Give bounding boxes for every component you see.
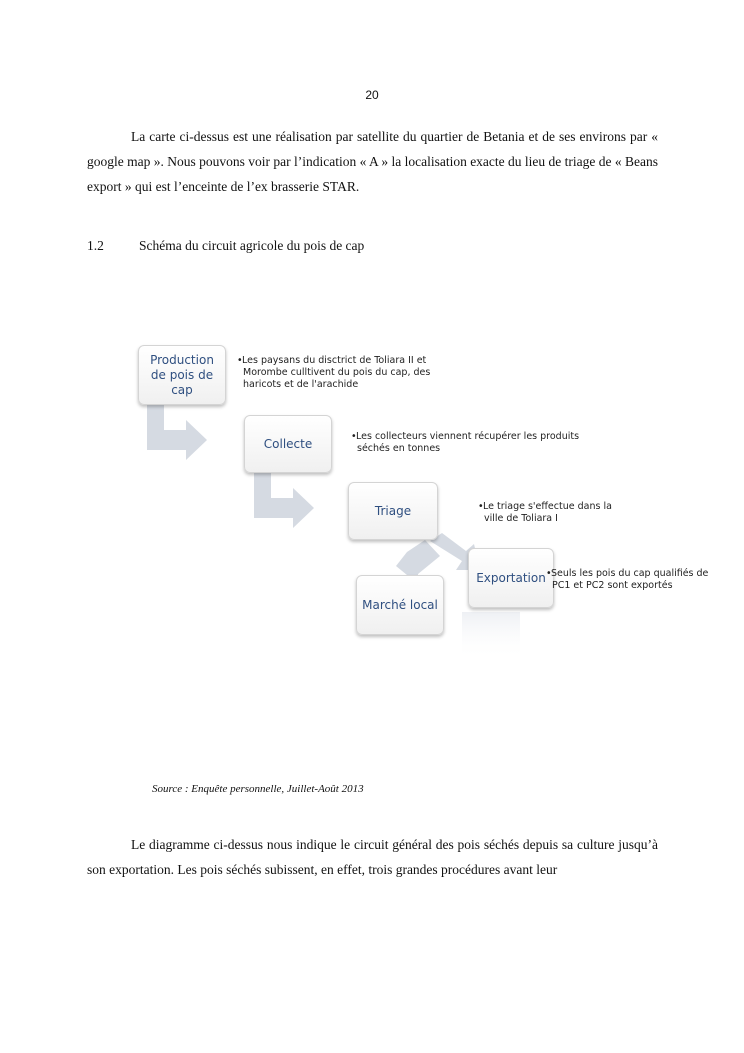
arrow-production-to-collecte [147,405,207,460]
bullet: • [478,501,484,512]
step-exportation-label: Exportation [476,570,546,585]
note-line: haricots et de l'arachide [243,379,359,390]
note-line: PC1 et PC2 sont exportés [552,580,673,591]
step-triage-label: Triage [374,503,412,518]
step-triage-note [478,501,612,525]
step-exportation-box [468,548,554,608]
note-line: Le triage s'effectue dans la [483,501,612,512]
section-number: 1.2 [87,238,104,253]
note-line: Seuls les pois du cap qualifiés de [551,568,709,579]
step-collecte-box [244,415,332,473]
step-marche-local-box [356,575,444,635]
step-production-box [138,345,226,405]
note-line: Les paysans du disctrict de Toliara II et [242,355,427,366]
note-line: séchés en tonnes [357,443,441,454]
page-number: 20 [365,88,379,102]
section-title: Schéma du circuit agricole du pois de cap [139,238,365,253]
step-production-note [237,355,430,391]
step-production-label-line: Production [150,352,214,367]
step-exportation-note [546,568,708,592]
step-collecte-label: Collecte [263,436,313,451]
step-collecte-note [351,431,579,455]
step-triage-box [348,482,438,540]
bullet: • [237,355,243,366]
note-line: Morombe culltivent du pois du cap, des [243,367,431,378]
paragraph-map-description: La carte ci-dessus est une réalisation par satellite du quartier de Betania et de ses environs par « google map ». Nous pouvons voir par l’indication « A » la localisation exacte du lieu de triage de « Beans export » qui est l’enceinte de l’ex brasserie STAR. [87,129,658,194]
bullet: • [546,568,552,579]
note-line: Les collecteurs viennent récupérer les produits [356,431,580,442]
exportation-fade-shadow [462,612,520,660]
note-line: ville de Toliara I [484,513,558,524]
figure-source: Source : Enquête personnelle, Juillet-Août 2013 [152,783,364,795]
step-marche-local-label: Marché local [362,597,438,612]
arrow-collecte-to-triage [254,472,314,528]
step-production-label-line: de pois de [150,367,214,382]
step-production-label-line: cap [171,382,193,397]
bullet: • [351,431,357,442]
paragraph-diagram-description: Le diagramme ci-dessus nous indique le circuit général des pois séchés depuis sa culture jusqu’à son exportation. Les pois séchés subissent, en effet, trois grandes procédures avant leur [87,837,658,877]
